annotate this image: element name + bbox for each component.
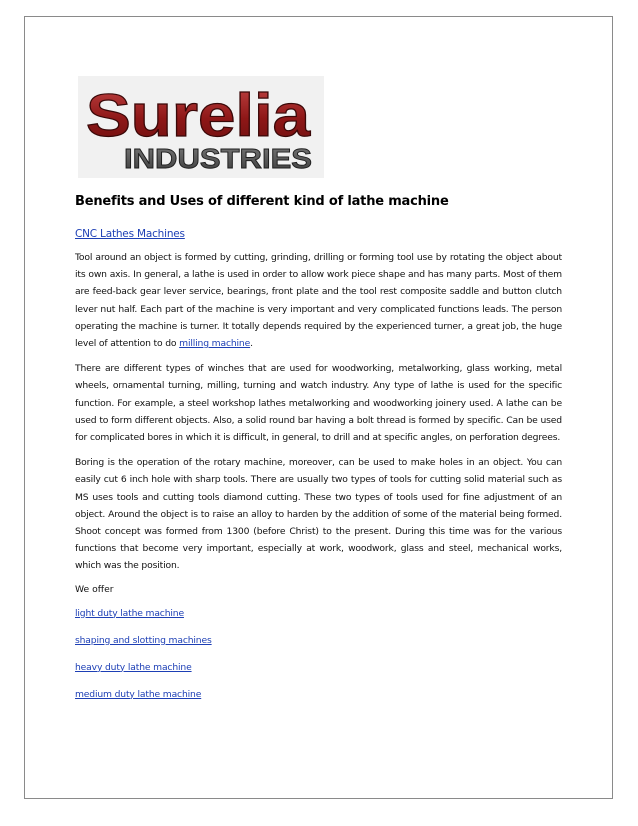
paragraph-2: There are different types of winches that are used for woodworking, metalworking, glass working, metal wheels, ornamental turning, milling, turning and watch industry. Any type of lathe is used for the specific function. For example, a steel workshop lathes metalworking and woodworking joinery used. A lathe can be used to form different objects. Also, a solid round bar having a bolt thread is formed by specific. Can be used for complicated bores in which it is difficult, in general, to drill and at specific angles, on perforation degrees.	[75, 363, 562, 444]
cnc-lathes-link[interactable]: CNC Lathes Machines	[75, 228, 185, 240]
logo-line1: Surelia	[86, 82, 311, 149]
offer-list	[75, 607, 562, 702]
company-logo	[78, 76, 324, 178]
heavy-duty-lathe-link[interactable]: heavy duty lathe machine	[75, 661, 192, 673]
milling-machine-link[interactable]: milling machine	[179, 338, 251, 350]
logo-graphic	[78, 76, 324, 178]
list-item	[75, 634, 562, 648]
light-duty-lathe-link[interactable]: light duty lathe machine	[75, 607, 184, 619]
logo-line2: INDUSTRIES	[124, 143, 312, 174]
shaping-slotting-link[interactable]: shaping and slotting machines	[75, 634, 212, 646]
list-item	[75, 661, 562, 675]
medium-duty-lathe-link[interactable]: medium duty lathe machine	[75, 688, 202, 700]
paragraph-3: Boring is the operation of the rotary machine, moreover, can be used to make holes in an object. You can easily cut 6 inch hole with sharp tools. There are usually two types of tools for cutting solid material such as MS uses tools and cutting tools diamond cutting. These two types of tools used for fine adjustment of an object. Around the object is to raise an alloy to harden by the addition of some of the material being formed. Shoot concept was formed from 1300 (before Christ) to the present. During this time was for the various functions that become very important, especially at work, woodwork, glass and steel, mechanical works, which was the position.	[75, 457, 562, 572]
list-item	[75, 688, 562, 702]
paragraph-1-text: Tool around an object is formed by cutting, grinding, drilling or forming tool use by rotating the object about its own axis. In general, a lathe is used in order to allow work piece shape and has many parts. Most of them are feed-back gear lever service, bearings, front plate and the tool rest composite saddle and button clutch lever nut half. Each part of the machine is very important and very complicated functions leads. The person operating the machine is turner. It totally depends required by the experienced turner, a great job, the huge level of attention to do	[75, 252, 562, 350]
we-offer-label: We offer	[75, 583, 114, 595]
paragraph-1	[75, 249, 562, 352]
list-item	[75, 607, 562, 621]
document-title: Benefits and Uses of different kind of lathe machine	[75, 194, 449, 209]
document-body	[75, 192, 562, 715]
paragraph-1-end: .	[250, 338, 253, 350]
